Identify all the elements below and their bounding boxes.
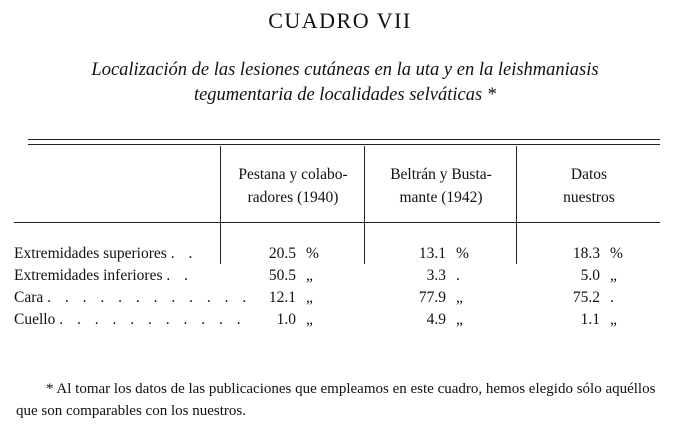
cell-unit: „ bbox=[610, 311, 617, 328]
cell-value: 3.3 bbox=[426, 267, 446, 284]
table-cell bbox=[554, 289, 614, 307]
cell-unit: . bbox=[610, 289, 614, 306]
column-header-line: Datos bbox=[570, 166, 608, 183]
leader-dots: . . . . . . . . . . . . bbox=[47, 289, 252, 306]
column-header-line: Beltrán y Busta- bbox=[390, 166, 492, 183]
column-header-line: Pestana y colabo- bbox=[238, 166, 348, 183]
leader-dots: . . bbox=[166, 267, 193, 284]
cell-unit: „ bbox=[306, 311, 313, 328]
row-label-text: Cara bbox=[14, 289, 44, 306]
table-cell bbox=[554, 311, 617, 329]
cell-unit: „ bbox=[610, 267, 617, 284]
table-cell bbox=[400, 289, 463, 307]
table-cell bbox=[400, 245, 469, 263]
cell-value: 77.9 bbox=[418, 289, 446, 306]
leader-dots: . . bbox=[170, 245, 198, 262]
row-label-extremidades-inferiores bbox=[14, 267, 193, 285]
cell-unit: „ bbox=[456, 311, 463, 328]
row-label-text: Cuello bbox=[14, 311, 56, 328]
column-header-line: mante (1942) bbox=[399, 189, 483, 206]
cell-unit: „ bbox=[456, 289, 463, 306]
top-rule-2 bbox=[28, 144, 660, 145]
column-header-pestana bbox=[222, 163, 364, 209]
cell-unit: % bbox=[306, 245, 319, 262]
row-label-text: Extremidades inferiores bbox=[14, 267, 163, 284]
cell-unit: . bbox=[456, 267, 460, 284]
column-header-line: radores (1940) bbox=[247, 189, 339, 206]
row-label-cuello bbox=[14, 311, 246, 329]
table-cell bbox=[554, 245, 623, 263]
cell-value: 12.1 bbox=[268, 289, 296, 306]
subtitle-line-1: Localización de las lesiones cutáneas en la uta y en la leishmaniasis bbox=[91, 60, 599, 80]
cell-value: 75.2 bbox=[572, 289, 600, 306]
table-cell bbox=[250, 267, 313, 285]
cell-value: 18.3 bbox=[572, 245, 600, 262]
table-cell bbox=[250, 289, 313, 307]
column-header-beltran bbox=[366, 163, 516, 209]
table-cell bbox=[554, 267, 617, 285]
cell-value: 20.5 bbox=[268, 245, 296, 262]
cell-value: 1.0 bbox=[276, 311, 296, 328]
table-cell bbox=[250, 311, 313, 329]
cell-value: 4.9 bbox=[426, 311, 446, 328]
footnote: * Al tomar los datos de las publicaciones que empleamos en este cuadro, hemos elegido sólo aquéllos que son comparables con los nuestros. bbox=[16, 381, 656, 419]
row-label-extremidades-superiores bbox=[14, 245, 197, 263]
cell-unit: „ bbox=[306, 267, 313, 284]
cell-value: 5.0 bbox=[580, 267, 600, 284]
cell-value: 13.1 bbox=[418, 245, 446, 262]
cell-value: 50.5 bbox=[268, 267, 296, 284]
row-label-cara bbox=[14, 289, 251, 307]
column-separator-1 bbox=[220, 146, 221, 264]
cell-unit: „ bbox=[306, 289, 313, 306]
subtitle-line-2: tegumentaria de localidades selváticas * bbox=[193, 85, 497, 105]
cell-value: 1.1 bbox=[580, 311, 600, 328]
column-header-line: nuestros bbox=[563, 189, 615, 206]
cell-unit: % bbox=[610, 245, 623, 262]
top-rule-1 bbox=[28, 139, 660, 140]
table-cell bbox=[250, 245, 319, 263]
header-rule bbox=[14, 222, 660, 223]
column-separator-3 bbox=[516, 146, 517, 264]
row-label-text: Extremidades superiores bbox=[14, 245, 167, 262]
column-header-datos bbox=[518, 163, 660, 209]
table-title: CUADRO VII bbox=[268, 8, 412, 33]
table-subtitle bbox=[30, 58, 660, 108]
column-separator-2 bbox=[364, 146, 365, 264]
leader-dots: . . . . . . . . . . . bbox=[59, 311, 246, 328]
cell-unit: % bbox=[456, 245, 469, 262]
table-cell bbox=[400, 267, 460, 285]
table-cell bbox=[400, 311, 463, 329]
